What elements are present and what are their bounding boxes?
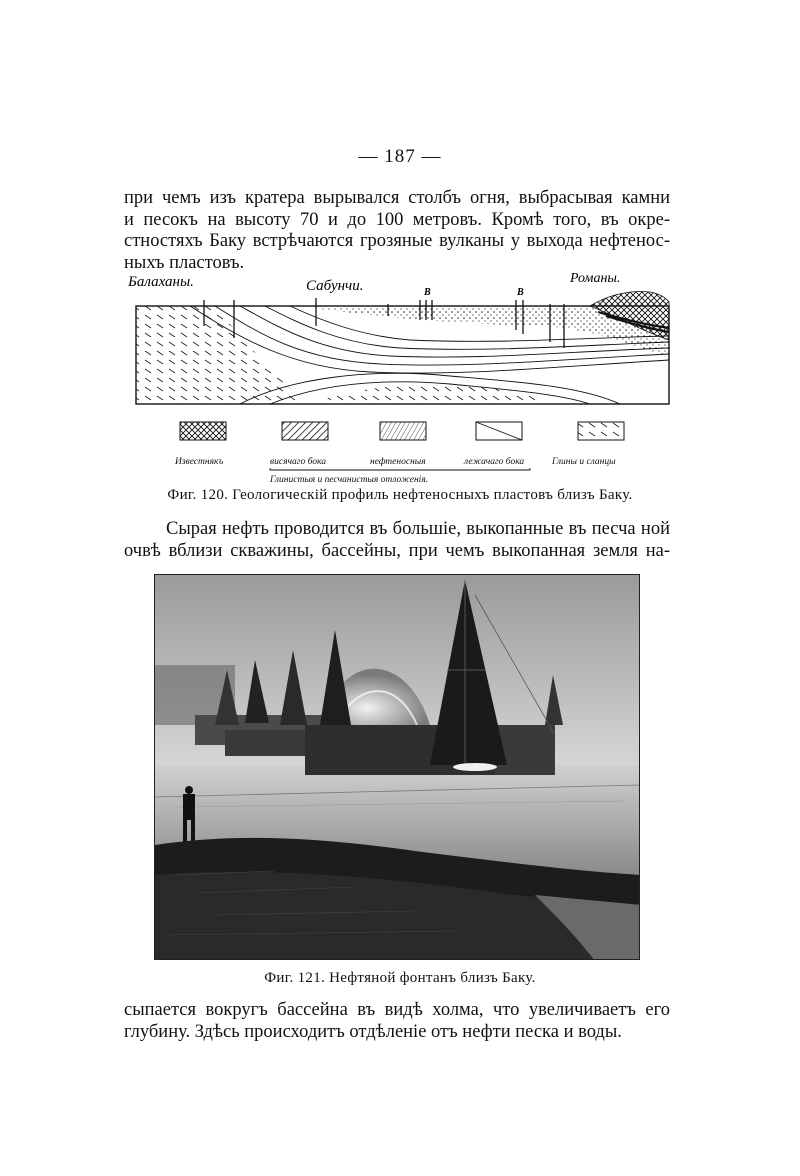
legend-swatch-oil-bearing — [380, 422, 426, 440]
paragraph-line: и песокъ на высоту 70 и до 100 метровъ. Кромѣ того, въ окре- — [124, 209, 670, 230]
paragraph-1 — [124, 188, 670, 274]
legend-swatch-clays — [578, 422, 624, 440]
paragraph-2 — [124, 519, 670, 562]
paragraph-line: глубину. Здѣсь происходитъ отдѣленіе отъ нефти песка и воды. — [124, 1021, 622, 1042]
oil-fountain-illustration — [154, 574, 640, 960]
paragraph-line: очвѣ вблизи скважины, бассейны, при чемъ выкопанная земля на- — [124, 540, 670, 561]
legend-label: нефтеносныя — [370, 457, 426, 467]
paragraph-line: стностяхъ Баку встрѣчаются грозяные вулканы у выхода нефтенос- — [124, 231, 670, 251]
paragraph-3 — [124, 1000, 670, 1043]
paragraph-line: ныхъ пластовъ. — [124, 252, 245, 273]
legend-label: висячаго бока — [270, 457, 326, 467]
legend-label: Глины и сланцы — [552, 457, 616, 467]
page-number: — 187 — — [358, 146, 442, 167]
place-label-middle: Сабунчи. — [306, 278, 364, 294]
paragraph-line: Сырая нефть проводится въ большіе, выкопанные въ песча ной — [166, 519, 670, 539]
figure-121-caption: Фиг. 121. Нефтяной фонтанъ близъ Баку. — [264, 970, 536, 986]
paragraph-line: при чемъ изъ кратера вырывался столбъ огня, выбрасывая камни — [124, 188, 670, 208]
legend-label: Известнякъ — [175, 457, 224, 467]
legend — [174, 422, 624, 485]
place-label-right: Романы. — [570, 271, 621, 286]
section-body — [136, 292, 669, 404]
well-label: B — [424, 287, 431, 298]
legend-group-label: Глинистыя и песчанистыя отложенія. — [270, 475, 429, 485]
geological-profile-figure — [120, 268, 675, 486]
well-label: B — [517, 287, 524, 298]
figure-120-caption: Фиг. 120. Геологическій профиль нефтеносныхъ пластовъ близъ Баку. — [167, 487, 633, 503]
paragraph-line: сыпается вокругъ бассейна въ видѣ холма, что увеличиваетъ его — [124, 1000, 670, 1020]
legend-swatch-limestone — [180, 422, 226, 440]
legend-label: лежачаго бока — [464, 457, 525, 467]
legend-swatch-hanging-wall — [282, 422, 328, 440]
place-label-left: Балаханы. — [128, 274, 194, 290]
